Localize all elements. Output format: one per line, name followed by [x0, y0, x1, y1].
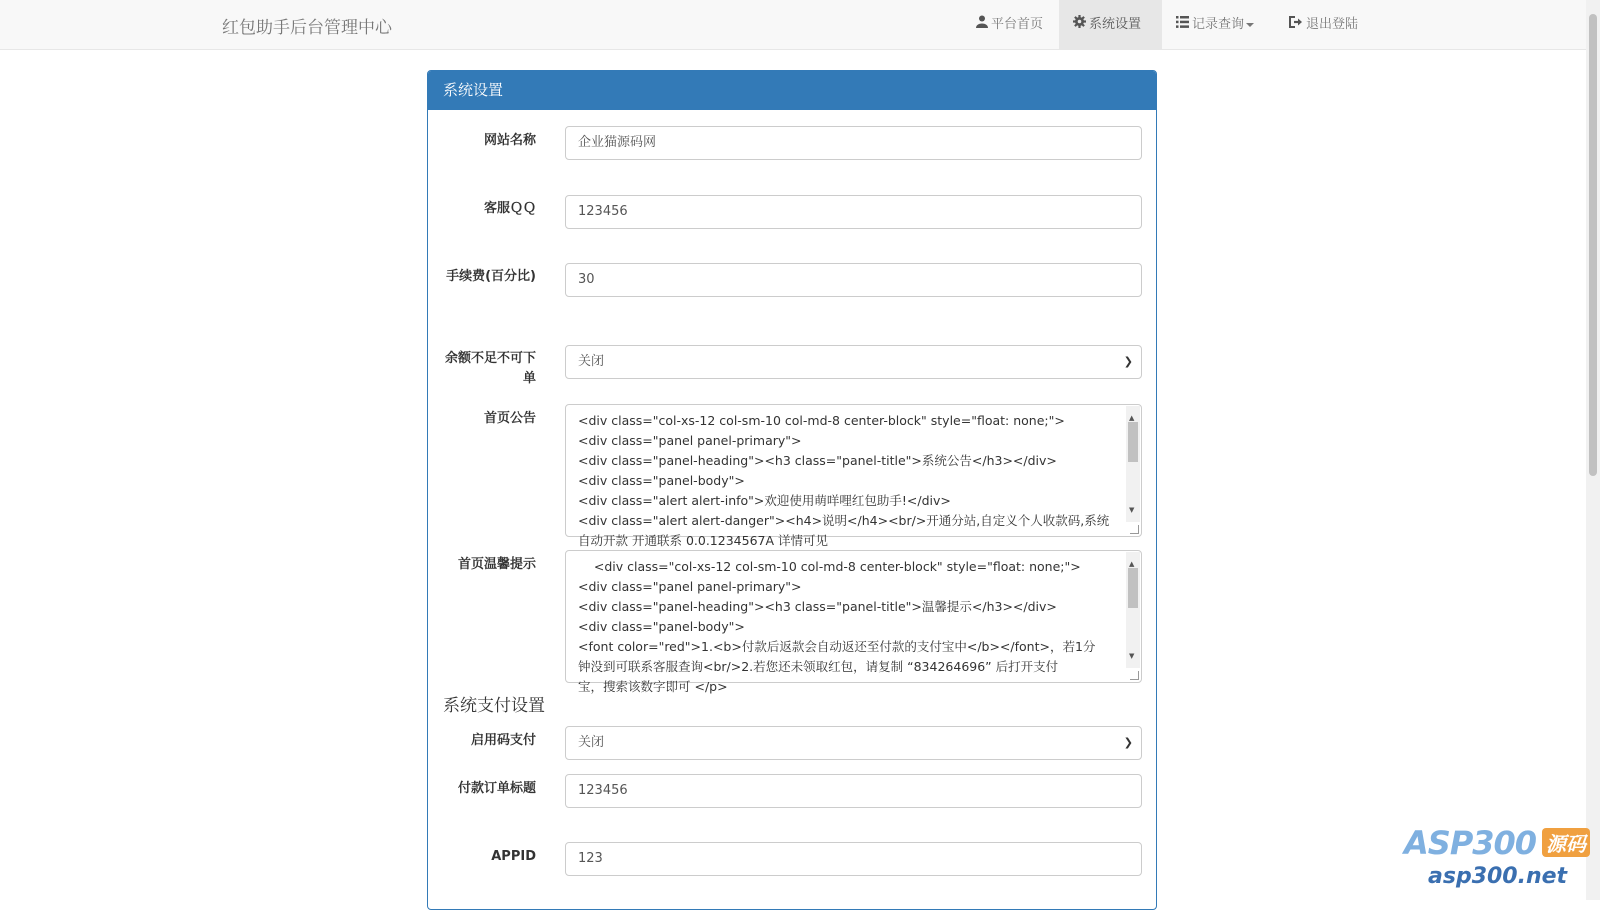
enable-code-pay-value: 关闭	[578, 735, 605, 750]
tips-textarea[interactable]	[565, 550, 1142, 694]
fee-input[interactable]: 30	[565, 263, 1142, 297]
enable-code-pay-select[interactable]	[565, 726, 1142, 760]
scroll-up-icon[interactable]: ▲	[1129, 414, 1135, 422]
notice-line: <div class="panel panel-primary">	[578, 433, 802, 448]
payment-section-title: 系统支付设置	[443, 696, 545, 716]
notice-line: <div class="col-xs-12 col-sm-10 col-md-8 center-block" style="float: none;">	[578, 413, 1065, 428]
site-name-input[interactable]: 企业猫源码网	[565, 126, 1142, 160]
notice-label: 首页公告	[483, 411, 536, 426]
watermark-brand: ASP300	[1404, 824, 1537, 862]
order-title-label: 付款订单标题	[457, 781, 536, 796]
notice-scrollbar-thumb[interactable]	[1128, 422, 1138, 462]
resize-handle-icon[interactable]	[1130, 525, 1139, 534]
page-scrollbar[interactable]	[1586, 0, 1600, 900]
gear-icon	[1073, 0, 1086, 49]
fee-label: 手续费(百分比)	[446, 269, 536, 284]
appid-input[interactable]: 123	[565, 842, 1142, 876]
nav-logout[interactable]	[1275, 0, 1372, 49]
chevron-down-icon: ❯	[1123, 736, 1133, 749]
notice-textarea[interactable]	[565, 404, 1142, 548]
nav-settings[interactable]	[1059, 0, 1162, 49]
nav-logout-label: 退出登陆	[1306, 17, 1359, 32]
chevron-down-icon	[1246, 23, 1254, 27]
tips-scrollbar[interactable]	[1126, 552, 1140, 668]
balance-order-value: 关闭	[578, 354, 605, 369]
logout-icon	[1289, 0, 1303, 49]
notice-line: 自动开款 开通联系 0.0.1234567A 详情可见	[578, 533, 828, 548]
tips-line: 钟没到可联系客服查询<br/>2.若您还未领取红包，请复制 “834264696” 后打开支付	[578, 659, 1059, 674]
tips-scrollbar-thumb[interactable]	[1128, 568, 1138, 608]
watermark-tag: 源码	[1542, 828, 1590, 857]
tips-line: <font color="red">1.<b>付款后返款会自动返还至付款的支付宝中</b></font>，若1分	[578, 639, 1096, 654]
panel-title: 系统设置	[428, 71, 1156, 110]
page-scrollbar-thumb[interactable]	[1589, 14, 1597, 476]
scroll-down-icon[interactable]: ▼	[1129, 506, 1135, 514]
top-navbar	[0, 0, 1586, 50]
site-name-label: 网站名称	[483, 133, 536, 148]
scroll-down-icon[interactable]: ▼	[1129, 652, 1135, 660]
tips-line: <div class="col-xs-12 col-sm-10 col-md-8 center-block" style="float: none;">	[578, 559, 1081, 574]
notice-line: <div class="alert alert-info">欢迎使用萌咩哩红包助手!</div>	[578, 493, 951, 508]
nav-home-label: 平台首页	[991, 17, 1044, 32]
tips-line: <div class="panel-body">	[578, 619, 745, 634]
balance-order-label: 余额不足不可下单	[444, 351, 536, 386]
brand-title[interactable]: 红包助手后台管理中心	[222, 18, 392, 38]
enable-code-pay-label: 启用码支付	[470, 733, 536, 748]
nav-settings-label: 系统设置	[1089, 17, 1142, 32]
tips-line: <div class="panel-heading"><h3 class="panel-title">温馨提示</h3></div>	[578, 599, 1057, 614]
nav-records-label: 记录查询	[1192, 17, 1245, 32]
settings-panel	[427, 70, 1157, 910]
appid-label: APPID	[491, 849, 536, 864]
resize-handle-icon[interactable]	[1130, 671, 1139, 680]
qq-input[interactable]: 123456	[565, 195, 1142, 229]
notice-line: <div class="panel-body">	[578, 473, 745, 488]
qq-label: 客服ＱＱ	[483, 201, 536, 216]
tips-line: <div class="panel panel-primary">	[578, 579, 802, 594]
nav-home[interactable]	[962, 0, 1057, 49]
balance-order-select[interactable]	[565, 345, 1142, 379]
nav-records-dropdown[interactable]	[1162, 0, 1268, 49]
list-icon	[1176, 0, 1189, 49]
tips-label: 首页温馨提示	[457, 557, 536, 572]
order-title-input[interactable]: 123456	[565, 774, 1142, 808]
notice-line: <div class="panel-heading"><h3 class="panel-title">系统公告</h3></div>	[578, 453, 1057, 468]
watermark-logo	[1404, 820, 1594, 890]
watermark-url: asp300.net	[1428, 864, 1568, 889]
scroll-up-icon[interactable]: ▲	[1129, 560, 1135, 568]
tips-line: 宝，搜索该数字即可 </p>	[578, 679, 728, 694]
notice-line: <div class="alert alert-danger"><h4>说明</h4><br/>开通分站,自定义个人收款码,系统	[578, 513, 1110, 528]
user-icon	[976, 0, 988, 49]
notice-scrollbar[interactable]	[1126, 406, 1140, 522]
chevron-down-icon: ❯	[1123, 355, 1133, 368]
